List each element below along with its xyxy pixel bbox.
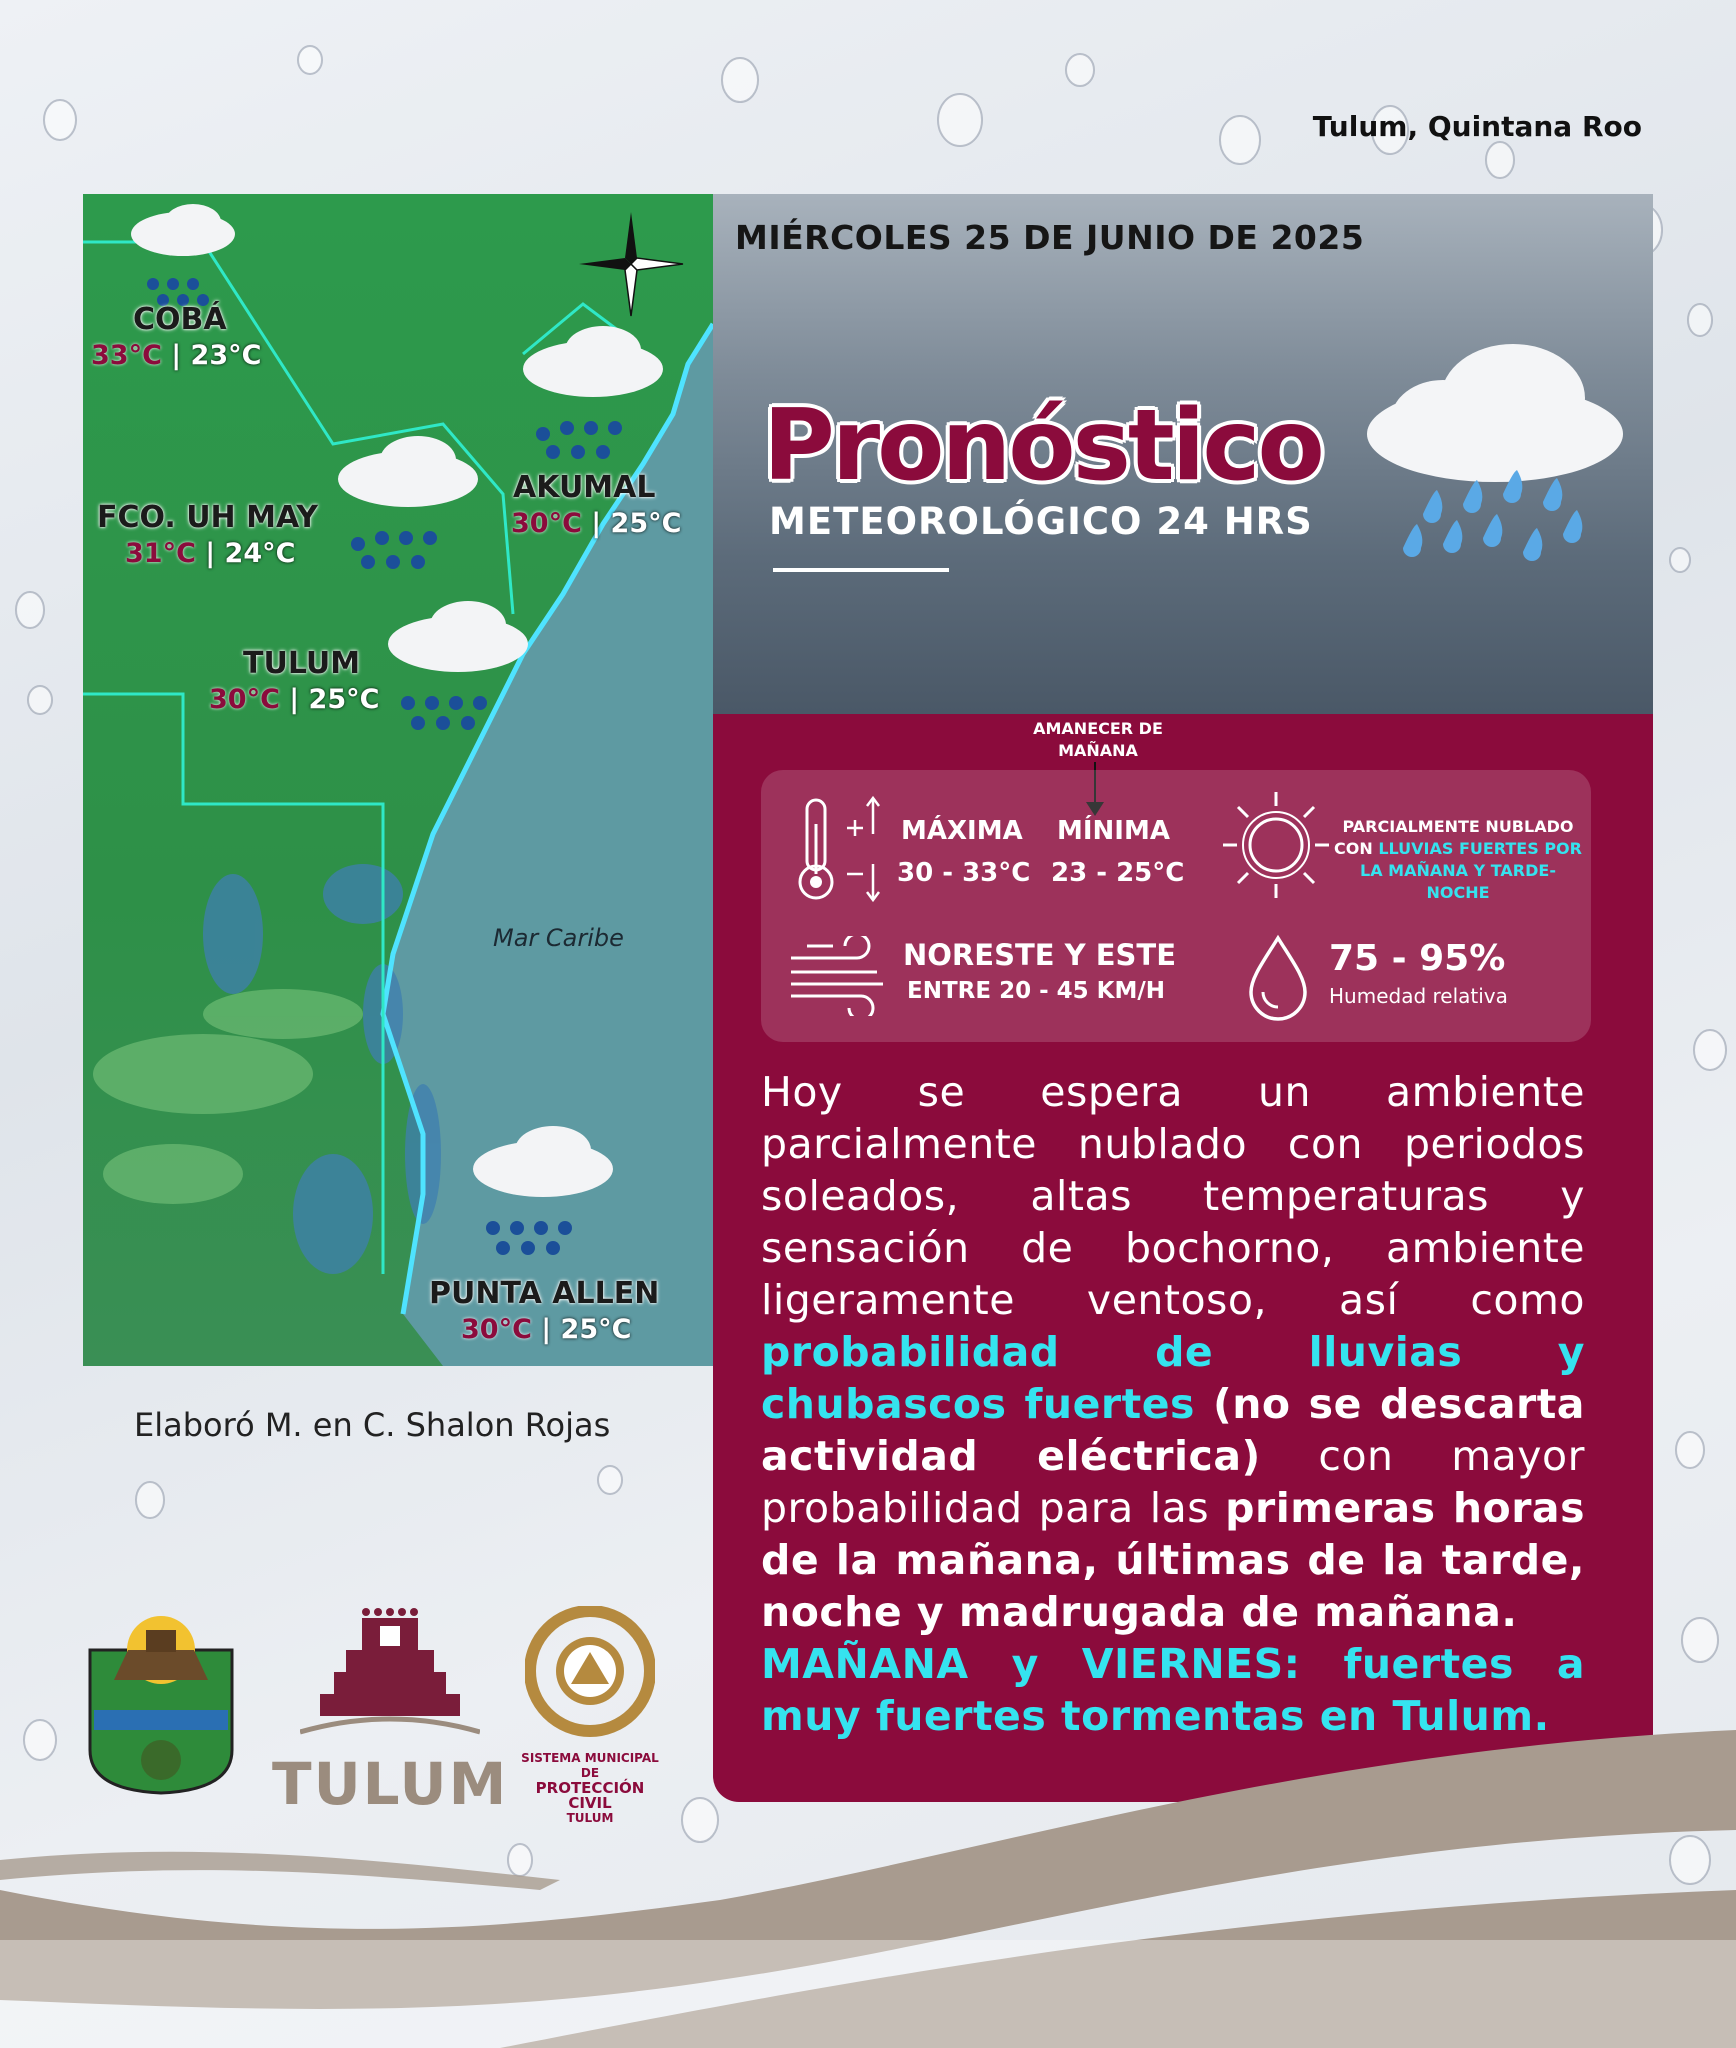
forecast-description: Hoy se espera un ambiente parcialmente nublado con periodos soleados, altas temperaturas y sensación de bochorno, ambiente ligeramente ventoso, así como probabilidad de lluvias y chubascos fuertes (no se descarta actividad eléctrica) con mayor probabilidad para las primeras horas de la mañana, últimas de la tarde, noche y madrugada de mañana. MAÑANA y VIERNES: fuertes a muy fuertes tormentas en Tulum. bbox=[761, 1068, 1585, 1740]
city-name-punta-allen: PUNTA ALLEN bbox=[429, 1276, 660, 1311]
forecast-summary-card bbox=[761, 770, 1591, 1042]
max-temp-value: 30 - 33°C bbox=[897, 858, 1031, 888]
decorative-wave bbox=[0, 1690, 1736, 2048]
city-name-tulum: TULUM bbox=[243, 646, 361, 681]
humidity-value: 75 - 95% bbox=[1329, 938, 1506, 979]
sunrise-note: AMANECER DE MAÑANA bbox=[1033, 719, 1163, 760]
page-title: Pronóstico bbox=[763, 389, 1322, 503]
forecast-date: MIÉRCOLES 25 DE JUNIO DE 2025 bbox=[735, 218, 1365, 257]
forecast-details-panel bbox=[713, 714, 1653, 1802]
thermometer-icon bbox=[791, 794, 881, 904]
city-temps-coba: 33°C | 23°C bbox=[91, 340, 262, 371]
forecast-header bbox=[713, 194, 1653, 714]
max-temp-label: MÁXIMA bbox=[901, 816, 1023, 846]
credit-text: Elaboró M. en C. Shalon Rojas bbox=[134, 1406, 611, 1444]
forecast-map bbox=[83, 194, 713, 1366]
title-underline bbox=[773, 568, 949, 572]
city-name-fco-uh-may: FCO. UH MAY bbox=[97, 500, 319, 535]
min-temp-label: MÍNIMA bbox=[1057, 816, 1170, 846]
wind-direction: NORESTE Y ESTE bbox=[903, 938, 1177, 972]
sun-icon bbox=[1221, 790, 1331, 900]
sky-condition: PARCIALMENTE NUBLADO CON LLUVIAS FUERTES POR LA MAÑANA Y TARDE-NOCHE bbox=[1334, 817, 1582, 902]
city-temps-fco-uh-may: 31°C | 24°C bbox=[125, 538, 296, 569]
humidity-label: Humedad relativa bbox=[1329, 984, 1508, 1008]
city-temps-punta-allen: 30°C | 25°C bbox=[461, 1314, 632, 1345]
sea-label: Mar Caribe bbox=[493, 924, 624, 952]
wind-icon bbox=[787, 936, 897, 1016]
civil-protection-logo bbox=[525, 1606, 655, 1746]
city-temps-akumal: 30°C | 25°C bbox=[511, 508, 682, 539]
city-name-akumal: AKUMAL bbox=[513, 470, 656, 505]
min-temp-value: 23 - 25°C bbox=[1051, 858, 1185, 888]
location-label: Tulum, Quintana Roo bbox=[1312, 110, 1642, 143]
city-name-coba: COBÁ bbox=[133, 302, 227, 337]
civil-protection-logo-text: SISTEMA MUNICIPAL DE PROTECCIÓN CIVIL TULUM bbox=[521, 1751, 659, 1825]
humidity-drop-icon bbox=[1243, 932, 1313, 1022]
tulum-logo-text: TULUM bbox=[272, 1750, 509, 1818]
municipal-shield-logo bbox=[84, 1610, 238, 1795]
rain-cloud-icon bbox=[1363, 334, 1633, 614]
city-temps-tulum: 30°C | 25°C bbox=[209, 684, 380, 715]
page-subtitle: METEOROLÓGICO 24 HRS bbox=[769, 500, 1313, 543]
tulum-pyramid-logo bbox=[300, 1606, 480, 1750]
wind-speed: ENTRE 20 - 45 KM/H bbox=[907, 978, 1166, 1004]
